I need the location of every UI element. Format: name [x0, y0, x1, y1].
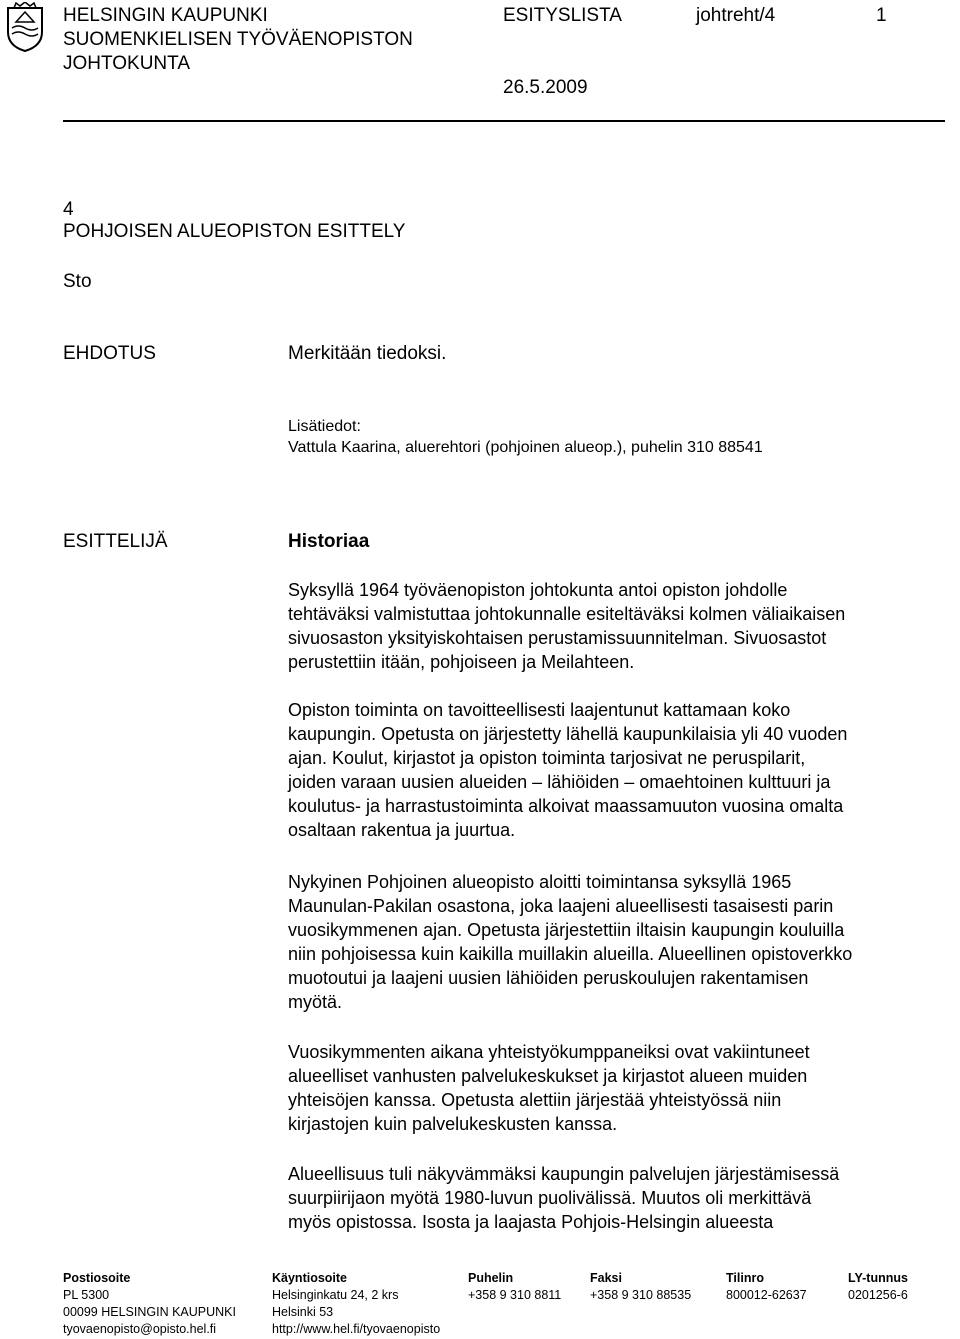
document-date: 26.5.2009: [503, 77, 588, 98]
paragraph-line: alueelliset vanhusten palvelukeskukset ja kirjastot alueen muiden: [288, 1066, 808, 1086]
org-line-3: JOHTOKUNTA: [63, 53, 191, 74]
paragraph-line: sivuosaston yksityiskohtaisen perustamissuunnitelman. Sivuosastot: [288, 628, 827, 648]
footer-heading: Faksi: [590, 1271, 622, 1285]
footer-postal-address: [63, 1270, 236, 1338]
paragraph-line: tehtäväksi valmistuttaa johtokunnalle esiteltäväksi kolmen väliaikaisen: [288, 604, 846, 624]
helsinki-coat-of-arms-icon: [4, 2, 46, 52]
item-number: 4: [63, 199, 74, 220]
footer-line: Helsinki 53: [272, 1305, 334, 1319]
item-title: POHJOISEN ALUEOPISTON ESITTELY: [63, 221, 406, 242]
paragraph-line: Vuosikymmenten aikana yhteistyökumppaneiksi ovat vakiintuneet: [288, 1042, 810, 1062]
footer-heading: Puhelin: [468, 1271, 514, 1285]
paragraph-1: [288, 578, 948, 674]
footer-heading: Postiosoite: [63, 1271, 131, 1285]
footer-heading: Tilinro: [726, 1271, 764, 1285]
paragraph-line: Syksyllä 1964 työväenopiston johtokunta antoi opiston johdolle: [288, 580, 788, 600]
paragraph-line: suurpiirijaon myötä 1980-luvun puolivälissä. Muutos oli merkittävä: [288, 1188, 812, 1208]
paragraph-line: ajan. Koulut, kirjastot ja opiston toiminta tarjosivat ne peruspilarit,: [288, 748, 806, 768]
footer-heading: Käyntiosoite: [272, 1271, 348, 1285]
info-contact: Vattula Kaarina, aluerehtori (pohjoinen alueop.), puhelin 310 88541: [288, 439, 763, 456]
paragraph-3: [288, 870, 948, 1014]
organization-block: [63, 4, 413, 76]
paragraph-line: yhteisöjen kanssa. Opetusta alettiin järjestää yhteistyössä niin: [288, 1090, 782, 1110]
proposal-text: Merkitään tiedoksi.: [288, 343, 447, 364]
paragraph-line: kirjastojen kuin palvelukeskusten kanssa.: [288, 1114, 618, 1134]
paragraph-line: myös opistossa. Isosta ja laajasta Pohjois-Helsingin alueesta: [288, 1212, 774, 1232]
paragraph-4: [288, 1040, 948, 1136]
footer-heading: LY-tunnus: [848, 1271, 908, 1285]
paragraph-line: Nykyinen Pohjoinen alueopisto aloitti toimintansa syksyllä 1965: [288, 872, 792, 892]
footer-email-link[interactable]: tyovaenopisto@opisto.hel.fi: [63, 1322, 217, 1336]
footer-website-link[interactable]: http://www.hel.fi/tyovaenopisto: [272, 1322, 441, 1336]
footer-line: Helsinginkatu 24, 2 krs: [272, 1288, 399, 1302]
paragraph-line: kaupungin. Opetusta on järjestetty lähellä kaupunkilaisia yli 40 vuoden: [288, 724, 848, 744]
info-label: Lisätiedot:: [288, 418, 361, 435]
header-divider: [63, 120, 945, 122]
proposal-label: EHDOTUS: [63, 343, 156, 364]
paragraph-line: Maunulan-Pakilan osastona, joka laajeni alueellisesti tasaisesti parin: [288, 896, 834, 916]
footer-visiting-address: [272, 1270, 440, 1338]
paragraph-line: koulutus- ja harrastustoiminta alkoivat maassamuuton vuosina omalta: [288, 796, 844, 816]
paragraph-line: Alueellisuus tuli näkyvämmäksi kaupungin palvelujen järjestämisessä: [288, 1164, 840, 1184]
footer-phone: [468, 1270, 561, 1304]
paragraph-5: [288, 1162, 948, 1234]
paragraph-line: myötä.: [288, 992, 343, 1012]
footer-line: PL 5300: [63, 1288, 110, 1302]
doc-type: ESITYSLISTA: [503, 5, 622, 26]
footer-line: 00099 HELSINGIN KAUPUNKI: [63, 1305, 236, 1319]
footer-line: 0201256-6: [848, 1288, 908, 1302]
paragraph-2: [288, 698, 948, 842]
page-number: 1: [876, 5, 887, 26]
footer-line: 800012-62637: [726, 1288, 807, 1302]
footer-line: +358 9 310 88535: [590, 1288, 692, 1302]
footer-account: [726, 1270, 807, 1304]
info-block: [288, 416, 763, 458]
paragraph-line: Opiston toiminta on tavoitteellisesti laajentunut kattamaan koko: [288, 700, 791, 720]
org-line-2: SUOMENKIELISEN TYÖVÄENOPISTON: [63, 29, 413, 50]
footer-fax: [590, 1270, 691, 1304]
paragraph-line: joiden varaan uusien alueiden – lähiöiden – omaehtoinen kulttuuri ja: [288, 772, 831, 792]
item-code: Sto: [63, 271, 92, 292]
paragraph-line: niin pohjoisessa kuin kaikilla muillakin alueilla. Alueellinen opistoverkko: [288, 944, 853, 964]
paragraph-line: muotoutui ja laajeni uusien lähiöiden peruskoulujen rakentamisen: [288, 968, 809, 988]
doc-reference: johtreht/4: [696, 5, 776, 26]
paragraph-line: osaltaan rakentua ja juurtua.: [288, 820, 516, 840]
paragraph-line: vuosikymmenen ajan. Opetusta järjestettiin iltaisin kaupungin kouluilla: [288, 920, 845, 940]
section-heading: Historiaa: [288, 531, 370, 552]
presenter-label: ESITTELIJÄ: [63, 531, 168, 552]
org-line-1: HELSINGIN KAUPUNKI: [63, 5, 268, 26]
paragraph-line: perustettiin itään, pohjoiseen ja Meilahteen.: [288, 652, 635, 672]
footer-business-id: [848, 1270, 908, 1304]
footer-line: +358 9 310 8811: [468, 1288, 562, 1302]
